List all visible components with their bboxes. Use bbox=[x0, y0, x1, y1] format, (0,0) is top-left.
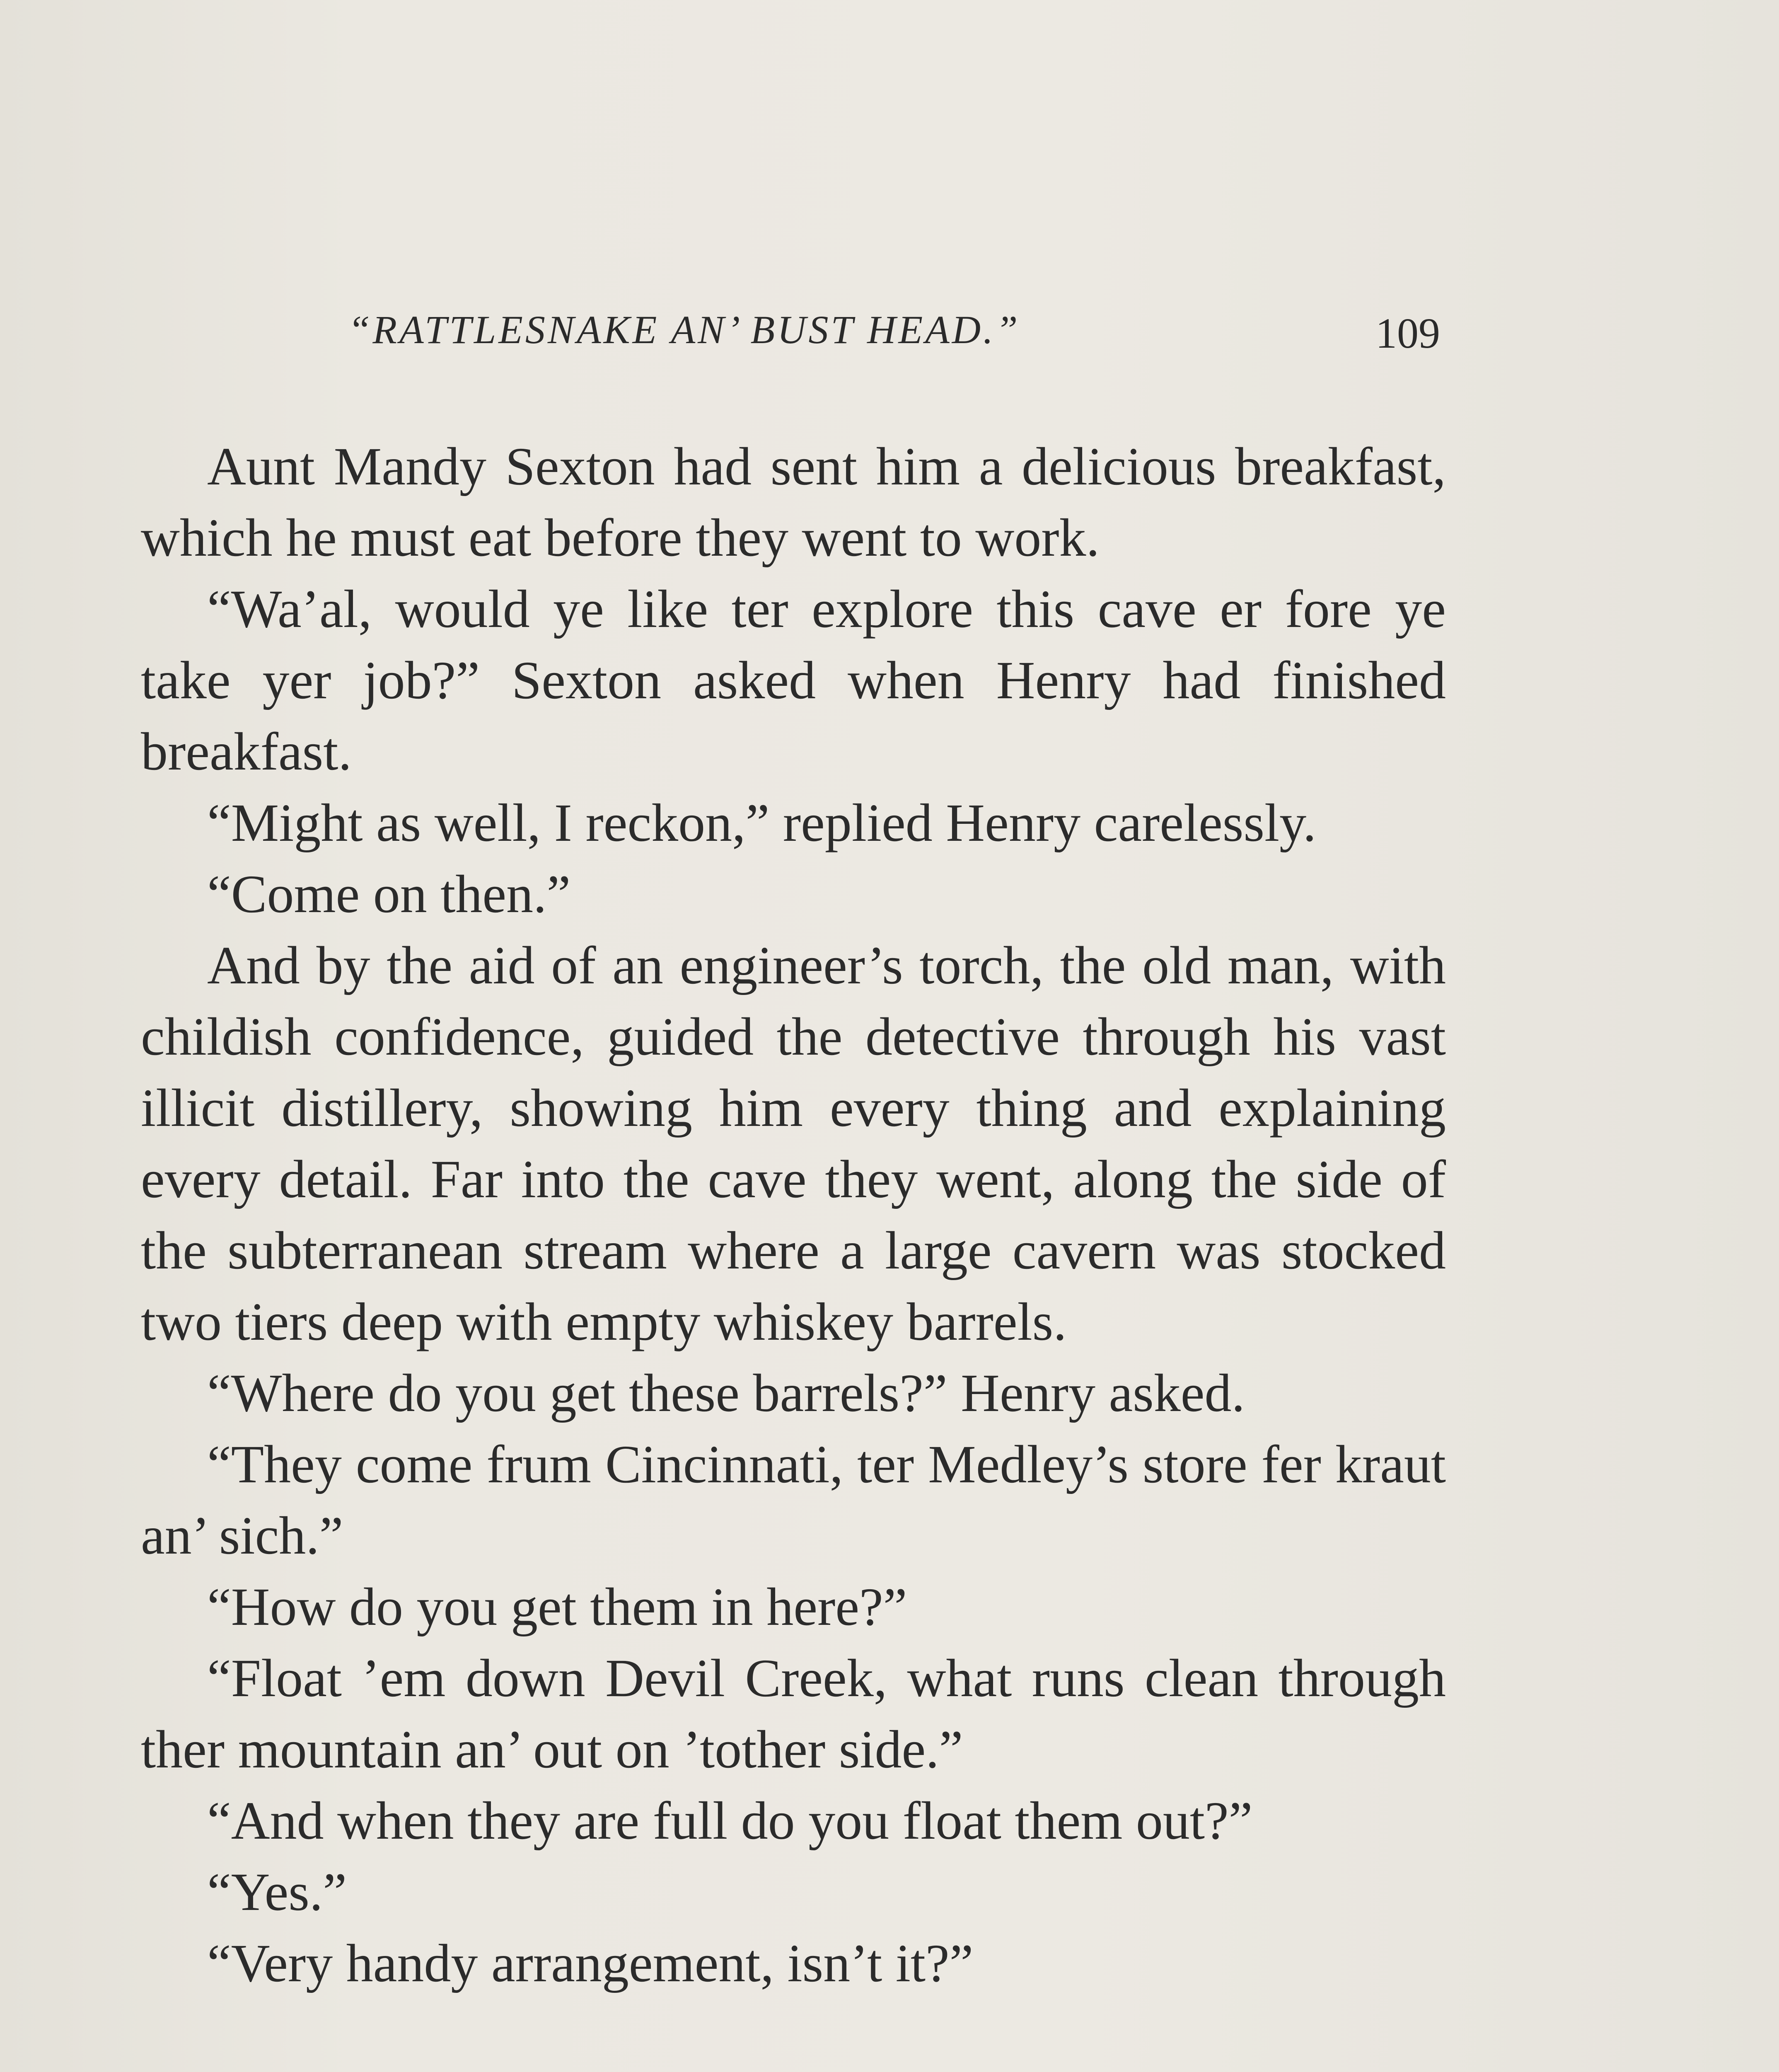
paragraph: “Float ’em down Devil Creek, what runs clean through ther mountain an’ out on ’tother side.” bbox=[141, 1648, 1446, 1779]
paragraph: “Wa’al, would ye like ter explore this cave er fore ye take yer job?” Sexton asked when Henry had finished breakfast. bbox=[141, 579, 1446, 782]
body-text bbox=[141, 431, 1446, 1999]
page-number: 109 bbox=[1375, 310, 1440, 357]
paragraph: “Might as well, I reckon,” replied Henry carelessly. bbox=[207, 793, 1317, 853]
paragraph: “Yes.” bbox=[207, 1862, 347, 1922]
paragraph: And by the aid of an engineer’s torch, the old man, with childish confidence, guided the detective through his vast illicit distillery, showing him every thing and explaining every detail. Far into the cave they went, along the side of the subterranean stream where a large cavern was stocked two tiers deep with empty whiskey barrels. bbox=[141, 936, 1446, 1352]
paragraph: “How do you get them in here?” bbox=[207, 1577, 907, 1637]
running-head: “RATTLESNAKE AN’ BUST HEAD.” bbox=[348, 307, 1020, 352]
paragraph: Aunt Mandy Sexton had sent him a delicious breakfast, which he must eat before they went to work. bbox=[141, 437, 1446, 568]
paragraph: “Where do you get these barrels?” Henry asked. bbox=[207, 1363, 1245, 1423]
paragraph: “Come on then.” bbox=[207, 864, 571, 924]
paragraph: “They come frum Cincinnati, ter Medley’s store fer kraut an’ sich.” bbox=[141, 1435, 1446, 1566]
paragraph: “Very handy arrangement, isn’t it?” bbox=[207, 1934, 974, 1993]
paragraph: “And when they are full do you float them out?” bbox=[207, 1791, 1253, 1851]
